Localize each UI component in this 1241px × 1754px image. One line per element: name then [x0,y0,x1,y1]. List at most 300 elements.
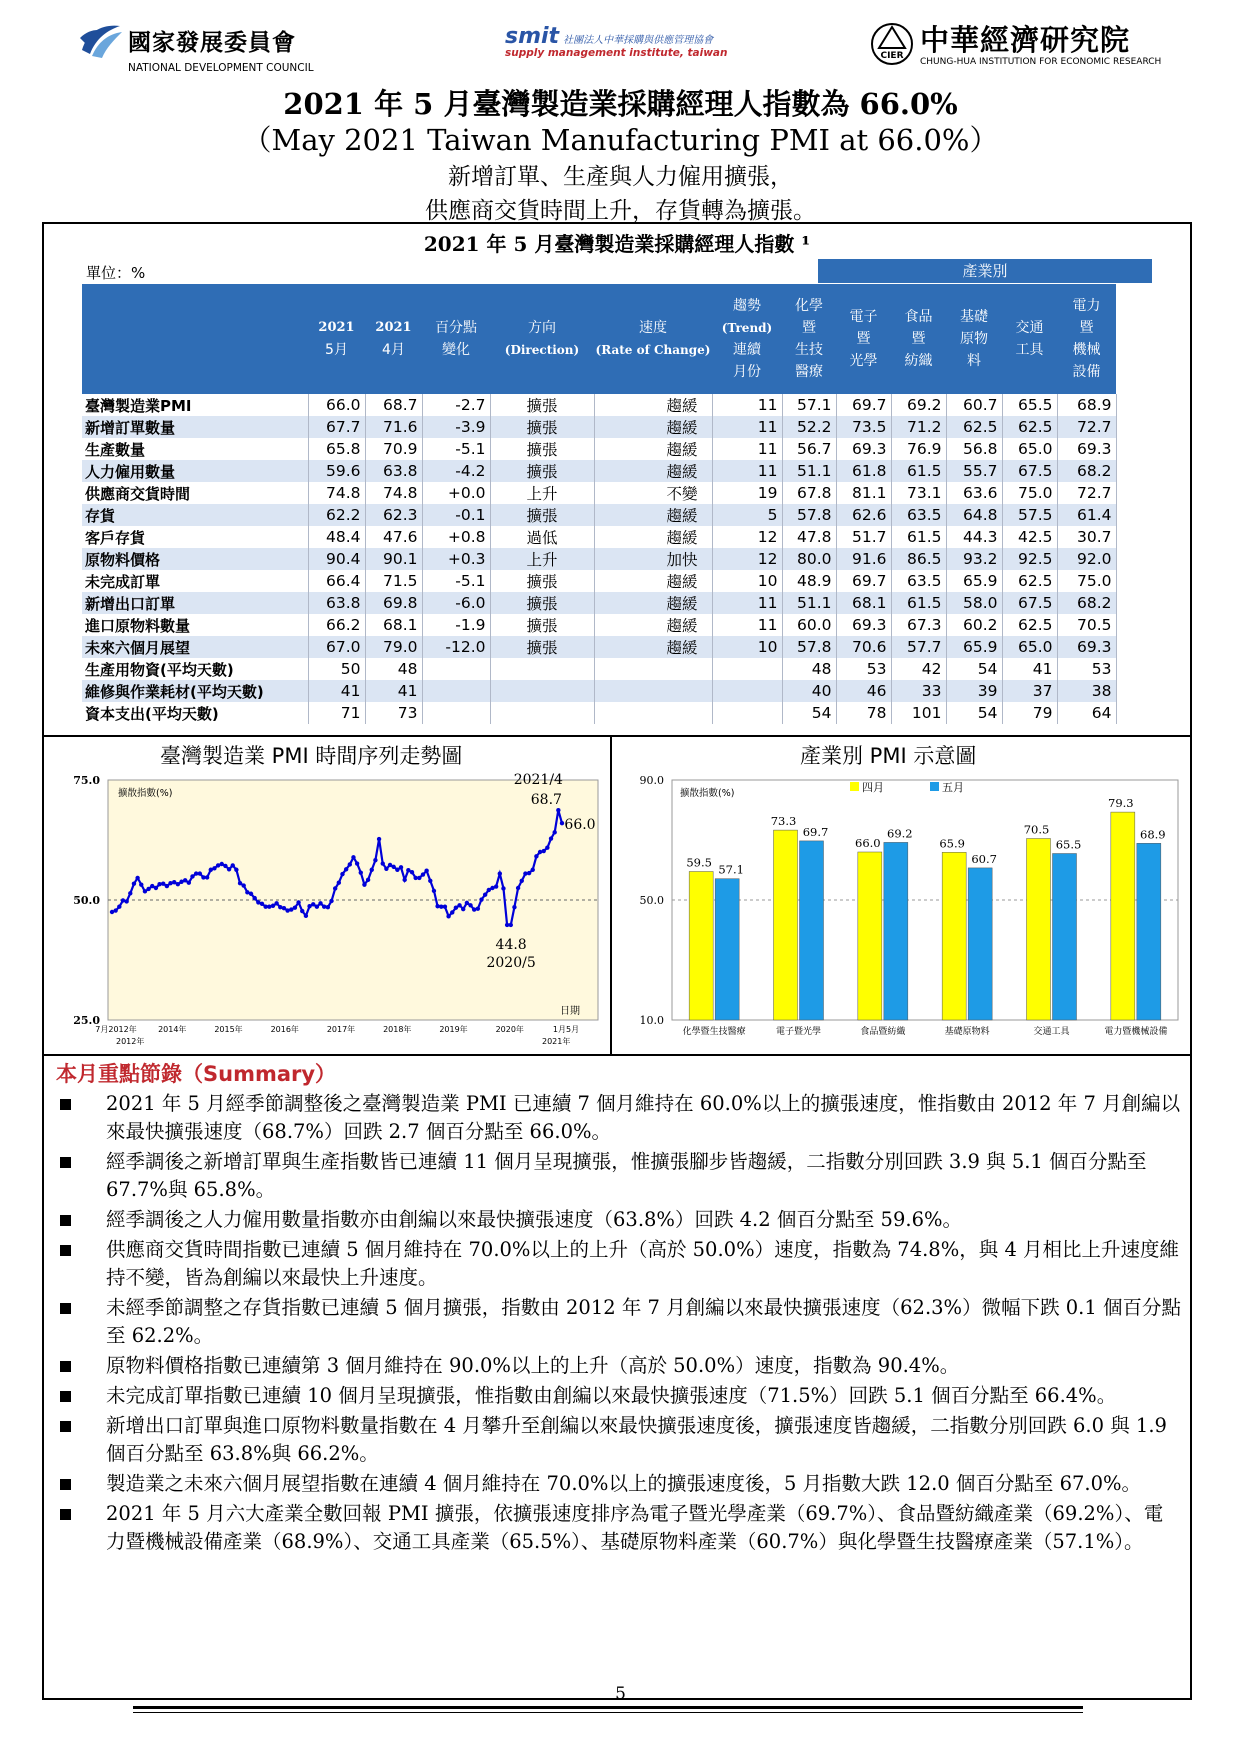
cell-dir: 擴張 [490,504,594,526]
row-label: 維修與作業耗材(平均天數) [82,680,308,702]
pmi-data-point [124,899,128,903]
line-x-tick: 7月2012年 [95,1025,137,1034]
bar-apr [1027,839,1051,1021]
pmi-data-point [274,901,278,905]
cell-trend [712,680,782,702]
cell-chem: 57.8 [782,504,836,526]
line-x-tick: 2019年 [439,1025,468,1034]
cell-trend: 11 [712,460,782,482]
cell-basic: 58.0 [946,592,1002,614]
cell-elec: 73.5 [836,416,891,438]
pmi-data-point [165,884,169,888]
row-label: 未來六個月展望 [82,636,308,658]
table-row [82,658,1116,680]
cell-chg [422,658,490,680]
bullet-square-icon [60,1391,71,1402]
pmi-data-point [187,881,191,885]
line-x-tick: 2018年 [383,1025,412,1034]
pmi-data-point [421,872,425,876]
cell-spd [594,702,712,724]
bullet-square-icon [60,1215,71,1226]
cell-elec: 69.7 [836,570,891,592]
table-row [82,394,1116,416]
page-number: 5 [615,1684,626,1704]
pmi-data-point [501,886,505,890]
cell-power: 61.4 [1057,504,1116,526]
line-chart-ylabel: 擴散指數(%) [118,788,173,799]
table-row [82,636,1116,658]
pmi-data-point [399,865,403,869]
cell-food: 33 [891,680,946,702]
bullet-square-icon [60,1245,71,1256]
row-label: 資本支出(平均天數) [82,702,308,724]
cell-apr: 63.8 [365,460,422,482]
cell-spd: 趨緩 [594,504,712,526]
cell-spd: 趨緩 [594,460,712,482]
subtitle-line-1: 新增訂單、生產與人力僱用擴張， [448,164,793,190]
pmi-data-point [443,905,447,909]
pmi-data-point [381,861,385,865]
cell-chem: 57.8 [782,636,836,658]
pmi-table [82,284,1117,724]
table-row [82,460,1116,482]
pmi-data-point [527,871,531,875]
bar-value-label: 69.2 [887,826,913,841]
cell-chem: 54 [782,702,836,724]
cell-dir [490,658,594,680]
cell-basic: 62.5 [946,416,1002,438]
line-y-tick: 50.0 [73,894,100,907]
pmi-data-point [333,886,337,890]
pmi-data-point [249,892,253,896]
cell-trans: 62.5 [1002,570,1057,592]
bar-may [715,879,739,1020]
row-label: 供應商交貨時間 [82,482,308,504]
cell-chg: -5.1 [422,570,490,592]
cell-basic: 56.8 [946,438,1002,460]
cell-trend [712,702,782,724]
cell-elec: 81.1 [836,482,891,504]
pmi-data-point [355,861,359,865]
cell-power: 68.9 [1057,394,1116,416]
cell-chem: 52.2 [782,416,836,438]
section-divider-2 [44,1054,1190,1056]
cell-food: 69.2 [891,394,946,416]
cell-power: 72.7 [1057,482,1116,504]
cell-dir: 擴張 [490,460,594,482]
row-label: 臺灣製造業PMI [82,394,308,416]
bar-category-label: 電力暨機械設備 [1104,1027,1168,1037]
cell-apr: 90.1 [365,548,422,570]
bar-value-label: 65.9 [939,836,965,851]
cell-food: 61.5 [891,526,946,548]
cell-elec: 46 [836,680,891,702]
cell-basic: 63.6 [946,482,1002,504]
cell-food: 101 [891,702,946,724]
cell-food: 71.2 [891,416,946,438]
row-label: 新增出口訂單 [82,592,308,614]
cell-power: 68.2 [1057,592,1116,614]
summary-heading: 本月重點節錄（Summary） [56,1062,337,1086]
cell-trans: 65.5 [1002,394,1057,416]
cell-trans: 65.0 [1002,636,1057,658]
bar-apr [1111,812,1135,1020]
header-basic: 基礎 原物 料 [946,284,1002,394]
bar-may [1137,843,1161,1020]
bar-may [968,868,992,1020]
cell-food: 61.5 [891,592,946,614]
header-may: 2021 5月 [308,284,365,394]
cell-chem: 51.1 [782,460,836,482]
summary-text: 經季調後之新增訂單與生產指數皆已連續 11 個月呈現擴張，惟擴張腳步皆趨緩，二指數分別回跌 3.9 與 5.1 個百分點至 67.7%與 65.8%。 [106,1150,1147,1201]
table-title: 2021 年 5 月臺灣製造業採購經理人指數 ¹ [423,232,811,256]
bar-may [1053,854,1077,1021]
cell-chg: -1.9 [422,614,490,636]
cell-chem: 48 [782,658,836,680]
pmi-data-point [476,906,480,910]
cell-dir: 上升 [490,482,594,504]
cell-trend: 11 [712,614,782,636]
bar-y-tick: 90.0 [639,774,664,787]
summary-item [56,1148,1182,1204]
cell-elec: 91.6 [836,548,891,570]
ndc-logo-icon [78,20,124,60]
pmi-data-point [542,849,546,853]
cell-basic: 39 [946,680,1002,702]
cell-elec: 68.1 [836,592,891,614]
bar-value-label: 65.5 [1055,837,1082,852]
pmi-data-point [337,881,341,885]
annot-peak-date: 2021/4 [513,772,563,789]
cell-trend: 19 [712,482,782,504]
header-trans: 交通 工具 [1002,284,1057,394]
cell-elec: 69.3 [836,614,891,636]
cell-chem: 47.8 [782,526,836,548]
legend-swatch [930,782,939,791]
summary-text: 2021 年 5 月六大產業全數回報 PMI 擴張，依擴張速度排序為電子暨光學產業（69.7%）、食品暨紡織產業（69.2%）、電力暨機械設備產業（68.9%）、交通工具產業（65.5%）、基礎原物料產業（60.7%）與化學暨生技醫療產業（57.1%）。 [106,1502,1164,1553]
cell-trend: 10 [712,570,782,592]
cell-may: 67.7 [308,416,365,438]
cell-trend: 10 [712,636,782,658]
header-power: 電力 暨 機械 設備 [1057,284,1116,394]
cell-apr: 41 [365,680,422,702]
annot-low-value: 44.8 [495,936,527,953]
pmi-data-point [366,878,370,882]
cell-apr: 68.7 [365,394,422,416]
pmi-data-point [446,914,450,918]
cell-power: 69.3 [1057,636,1116,658]
pmi-data-point [271,904,275,908]
footer-rule-thin [133,1712,1083,1713]
pmi-data-point [531,868,535,872]
cell-trans: 62.5 [1002,416,1057,438]
footer-rule [133,1706,1083,1709]
cell-spd: 趨緩 [594,416,712,438]
summary-item [56,1206,1182,1234]
pmi-data-point [300,909,304,913]
cell-may: 66.4 [308,570,365,592]
cier-name-en: CHUNG-HUA INSTITUTION FOR ECONOMIC RESEARCH [920,57,1162,67]
cell-basic: 65.9 [946,636,1002,658]
cell-food: 63.5 [891,504,946,526]
cell-spd: 趨緩 [594,636,712,658]
table-row [82,570,1116,592]
cell-spd: 趨緩 [594,526,712,548]
pmi-data-point [465,901,469,905]
cier-mark-text: CIER [880,51,904,61]
row-label: 人力僱用數量 [82,460,308,482]
summary-item [56,1090,1182,1146]
line-chart-xlabel: 日期 [560,1006,580,1017]
cell-chem: 60.0 [782,614,836,636]
ndc-name-en: NATIONAL DEVELOPMENT COUNCIL [128,62,314,74]
cell-power: 92.0 [1057,548,1116,570]
cell-may: 66.2 [308,614,365,636]
cell-chg: +0.0 [422,482,490,504]
cell-dir [490,702,594,724]
bar-value-label: 73.3 [770,814,797,829]
cell-power: 72.7 [1057,416,1116,438]
pmi-data-point [549,836,553,840]
cell-may: 48.4 [308,526,365,548]
pmi-data-point [370,868,374,872]
pmi-data-point [545,845,549,849]
cell-may: 50 [308,658,365,680]
cell-trans: 57.5 [1002,504,1057,526]
pmi-data-point [198,871,202,875]
cell-power: 75.0 [1057,570,1116,592]
pmi-data-point [359,870,363,874]
pmi-data-point [282,906,286,910]
cell-basic: 44.3 [946,526,1002,548]
pmi-data-point [552,830,556,834]
cell-dir [490,680,594,702]
bullet-square-icon [60,1421,71,1432]
summary-text: 未經季節調整之存貨指數已連續 5 個月擴張，指數由 2012 年 7 月創編以來最快擴張速度（62.3%）微幅下跌 0.1 個百分點至 62.2%。 [106,1296,1181,1347]
summary-text: 原物料價格指數已連續第 3 個月維持在 90.0%以上的上升（高於 50.0%）速度，指數為 90.4%。 [106,1354,960,1377]
cell-food: 57.7 [891,636,946,658]
cell-dir: 擴張 [490,636,594,658]
bar-apr [689,872,713,1021]
cell-food: 76.9 [891,438,946,460]
pmi-data-point [556,808,560,812]
cell-chg: -4.2 [422,460,490,482]
cell-dir: 擴張 [490,614,594,636]
pmi-data-point [227,867,231,871]
pmi-data-point [402,878,406,882]
annot-peak-value: 68.7 [530,792,562,809]
summary-item [56,1470,1182,1498]
pmi-data-point [340,872,344,876]
cell-food: 86.5 [891,548,946,570]
pmi-data-point [223,864,227,868]
pmi-data-point [516,886,520,890]
bar-apr [774,830,798,1020]
summary-text: 經季調後之人力僱用數量指數亦由創編以來最快擴張速度（63.8%）回跌 4.2 個百分點至 59.6%。 [106,1208,963,1231]
cell-trans: 65.0 [1002,438,1057,460]
pmi-data-point [117,905,121,909]
bullet-square-icon [60,1509,71,1520]
bar-value-label: 79.3 [1108,796,1134,811]
cell-trend: 11 [712,438,782,460]
bullet-square-icon [60,1479,71,1490]
table-row [82,592,1116,614]
bullet-square-icon [60,1303,71,1314]
cell-trans: 41 [1002,658,1057,680]
bar-value-label: 57.1 [718,862,744,877]
pmi-data-point [154,886,158,890]
summary-item [56,1236,1182,1292]
pmi-data-point [252,896,256,900]
cell-food: 61.5 [891,460,946,482]
cell-basic: 64.8 [946,504,1002,526]
cell-basic: 54 [946,658,1002,680]
cell-chem: 80.0 [782,548,836,570]
pmi-data-point [534,854,538,858]
pmi-data-point [315,905,319,909]
row-label: 新增訂單數量 [82,416,308,438]
pmi-data-point [377,837,381,841]
table-row [82,416,1116,438]
cell-trans: 92.5 [1002,548,1057,570]
bar-category-label: 電子暨光學 [775,1027,822,1037]
cell-spd: 趨緩 [594,614,712,636]
bar-value-label: 69.7 [802,824,829,839]
cell-spd [594,680,712,702]
cell-chg: +0.8 [422,526,490,548]
pmi-data-point [260,902,264,906]
cell-trend: 11 [712,592,782,614]
pmi-data-point [384,867,388,871]
cell-chg: -3.9 [422,416,490,438]
header-food: 食品 暨 紡織 [891,284,946,394]
cell-apr: 69.8 [365,592,422,614]
cell-trans: 62.5 [1002,614,1057,636]
line-x-year-start: 2012年 [116,1037,145,1046]
bar-value-label: 60.7 [971,851,997,866]
cell-dir: 上升 [490,548,594,570]
cell-trend: 12 [712,526,782,548]
cell-elec: 62.6 [836,504,891,526]
cell-trend [712,658,782,680]
smit-name-zh: 社團法人中華採購與供應管理協會 [563,35,714,46]
industry-banner: 產業別 [818,259,1152,283]
pmi-data-point [494,884,498,888]
legend-label: 五月 [942,781,964,794]
pmi-data-point [344,867,348,871]
pmi-data-point [498,871,502,875]
pmi-data-point [190,874,194,878]
pmi-data-point [450,910,454,914]
pmi-data-point [242,883,246,887]
cell-power: 69.3 [1057,438,1116,460]
bullet-square-icon [60,1099,71,1110]
pmi-data-point [205,875,209,879]
cell-apr: 70.9 [365,438,422,460]
cell-basic: 65.9 [946,570,1002,592]
pmi-data-point [139,882,143,886]
cell-may: 62.2 [308,504,365,526]
legend-label: 四月 [862,781,884,794]
pmi-data-point [238,881,242,885]
cell-trend: 11 [712,394,782,416]
bullet-square-icon [60,1361,71,1372]
pmi-data-point [410,870,414,874]
row-label: 客戶存貨 [82,526,308,548]
header-speed: 速度 (Rate of Change) [594,284,712,394]
cell-chem: 56.7 [782,438,836,460]
table-row [82,526,1116,548]
pmi-data-point [304,914,308,918]
cell-trans: 67.5 [1002,592,1057,614]
cell-dir: 擴張 [490,570,594,592]
header-chem: 化學 暨 生技 醫療 [782,284,836,394]
cell-trans: 79 [1002,702,1057,724]
pmi-data-point [329,899,333,903]
cell-basic: 55.7 [946,460,1002,482]
chart-divider [610,736,612,1054]
cell-food: 67.3 [891,614,946,636]
summary-text: 新增出口訂單與進口原物料數量指數在 4 月攀升至創編以來最快擴張速度後，擴張速度皆趨緩，二指數分別回跌 6.0 與 1.9 個百分點至 63.8%與 66.2%。 [106,1414,1167,1465]
cell-basic: 54 [946,702,1002,724]
cell-apr: 48 [365,658,422,680]
cell-may: 74.8 [308,482,365,504]
pmi-data-point [128,891,132,895]
pmi-data-point [183,878,187,882]
bar-category-label: 交通工具 [1033,1027,1070,1037]
bar-value-label: 70.5 [1023,822,1050,837]
cell-trans: 67.5 [1002,460,1057,482]
pmi-data-point [417,876,421,880]
cell-trend: 11 [712,416,782,438]
bullet-square-icon [60,1157,71,1168]
ndc-name-zh: 國家發展委員會 [128,30,296,56]
row-label: 原物料價格 [82,548,308,570]
cell-elec: 78 [836,702,891,724]
pmi-data-point [362,882,366,886]
header-apr: 2021 4月 [365,284,422,394]
line-y-tick: 25.0 [73,1014,100,1027]
pmi-data-point [113,908,117,912]
bar-y-tick: 50.0 [639,894,664,907]
pmi-data-point [392,865,396,869]
cell-dir: 擴張 [490,438,594,460]
cell-elec: 61.8 [836,460,891,482]
legend-swatch [850,782,859,791]
pmi-data-point [293,905,297,909]
line-x-tick: 2020年 [495,1025,524,1034]
line-x-tick: 2015年 [214,1025,243,1034]
header-direction: 方向 (Direction) [490,284,594,394]
cell-dir: 擴張 [490,416,594,438]
bar-apr [942,852,966,1020]
line-x-tick: 2017年 [326,1025,356,1034]
cell-trans: 42.5 [1002,526,1057,548]
cell-apr: 71.6 [365,416,422,438]
cell-apr: 71.5 [365,570,422,592]
cell-apr: 73 [365,702,422,724]
cell-food: 63.5 [891,570,946,592]
header-trend: 趨勢 (Trend) 連續 月份 [712,284,782,394]
row-label: 進口原物料數量 [82,614,308,636]
header-change: 百分點 變化 [422,284,490,394]
cell-basic: 60.7 [946,394,1002,416]
bar-category-label: 食品暨紡織 [860,1027,906,1037]
pmi-data-point [326,905,330,909]
cier-name-zh: 中華經濟研究院 [920,23,1131,57]
line-chart-title: 臺灣製造業 PMI 時間序列走勢圖 [160,744,463,768]
cell-dir: 擴張 [490,394,594,416]
